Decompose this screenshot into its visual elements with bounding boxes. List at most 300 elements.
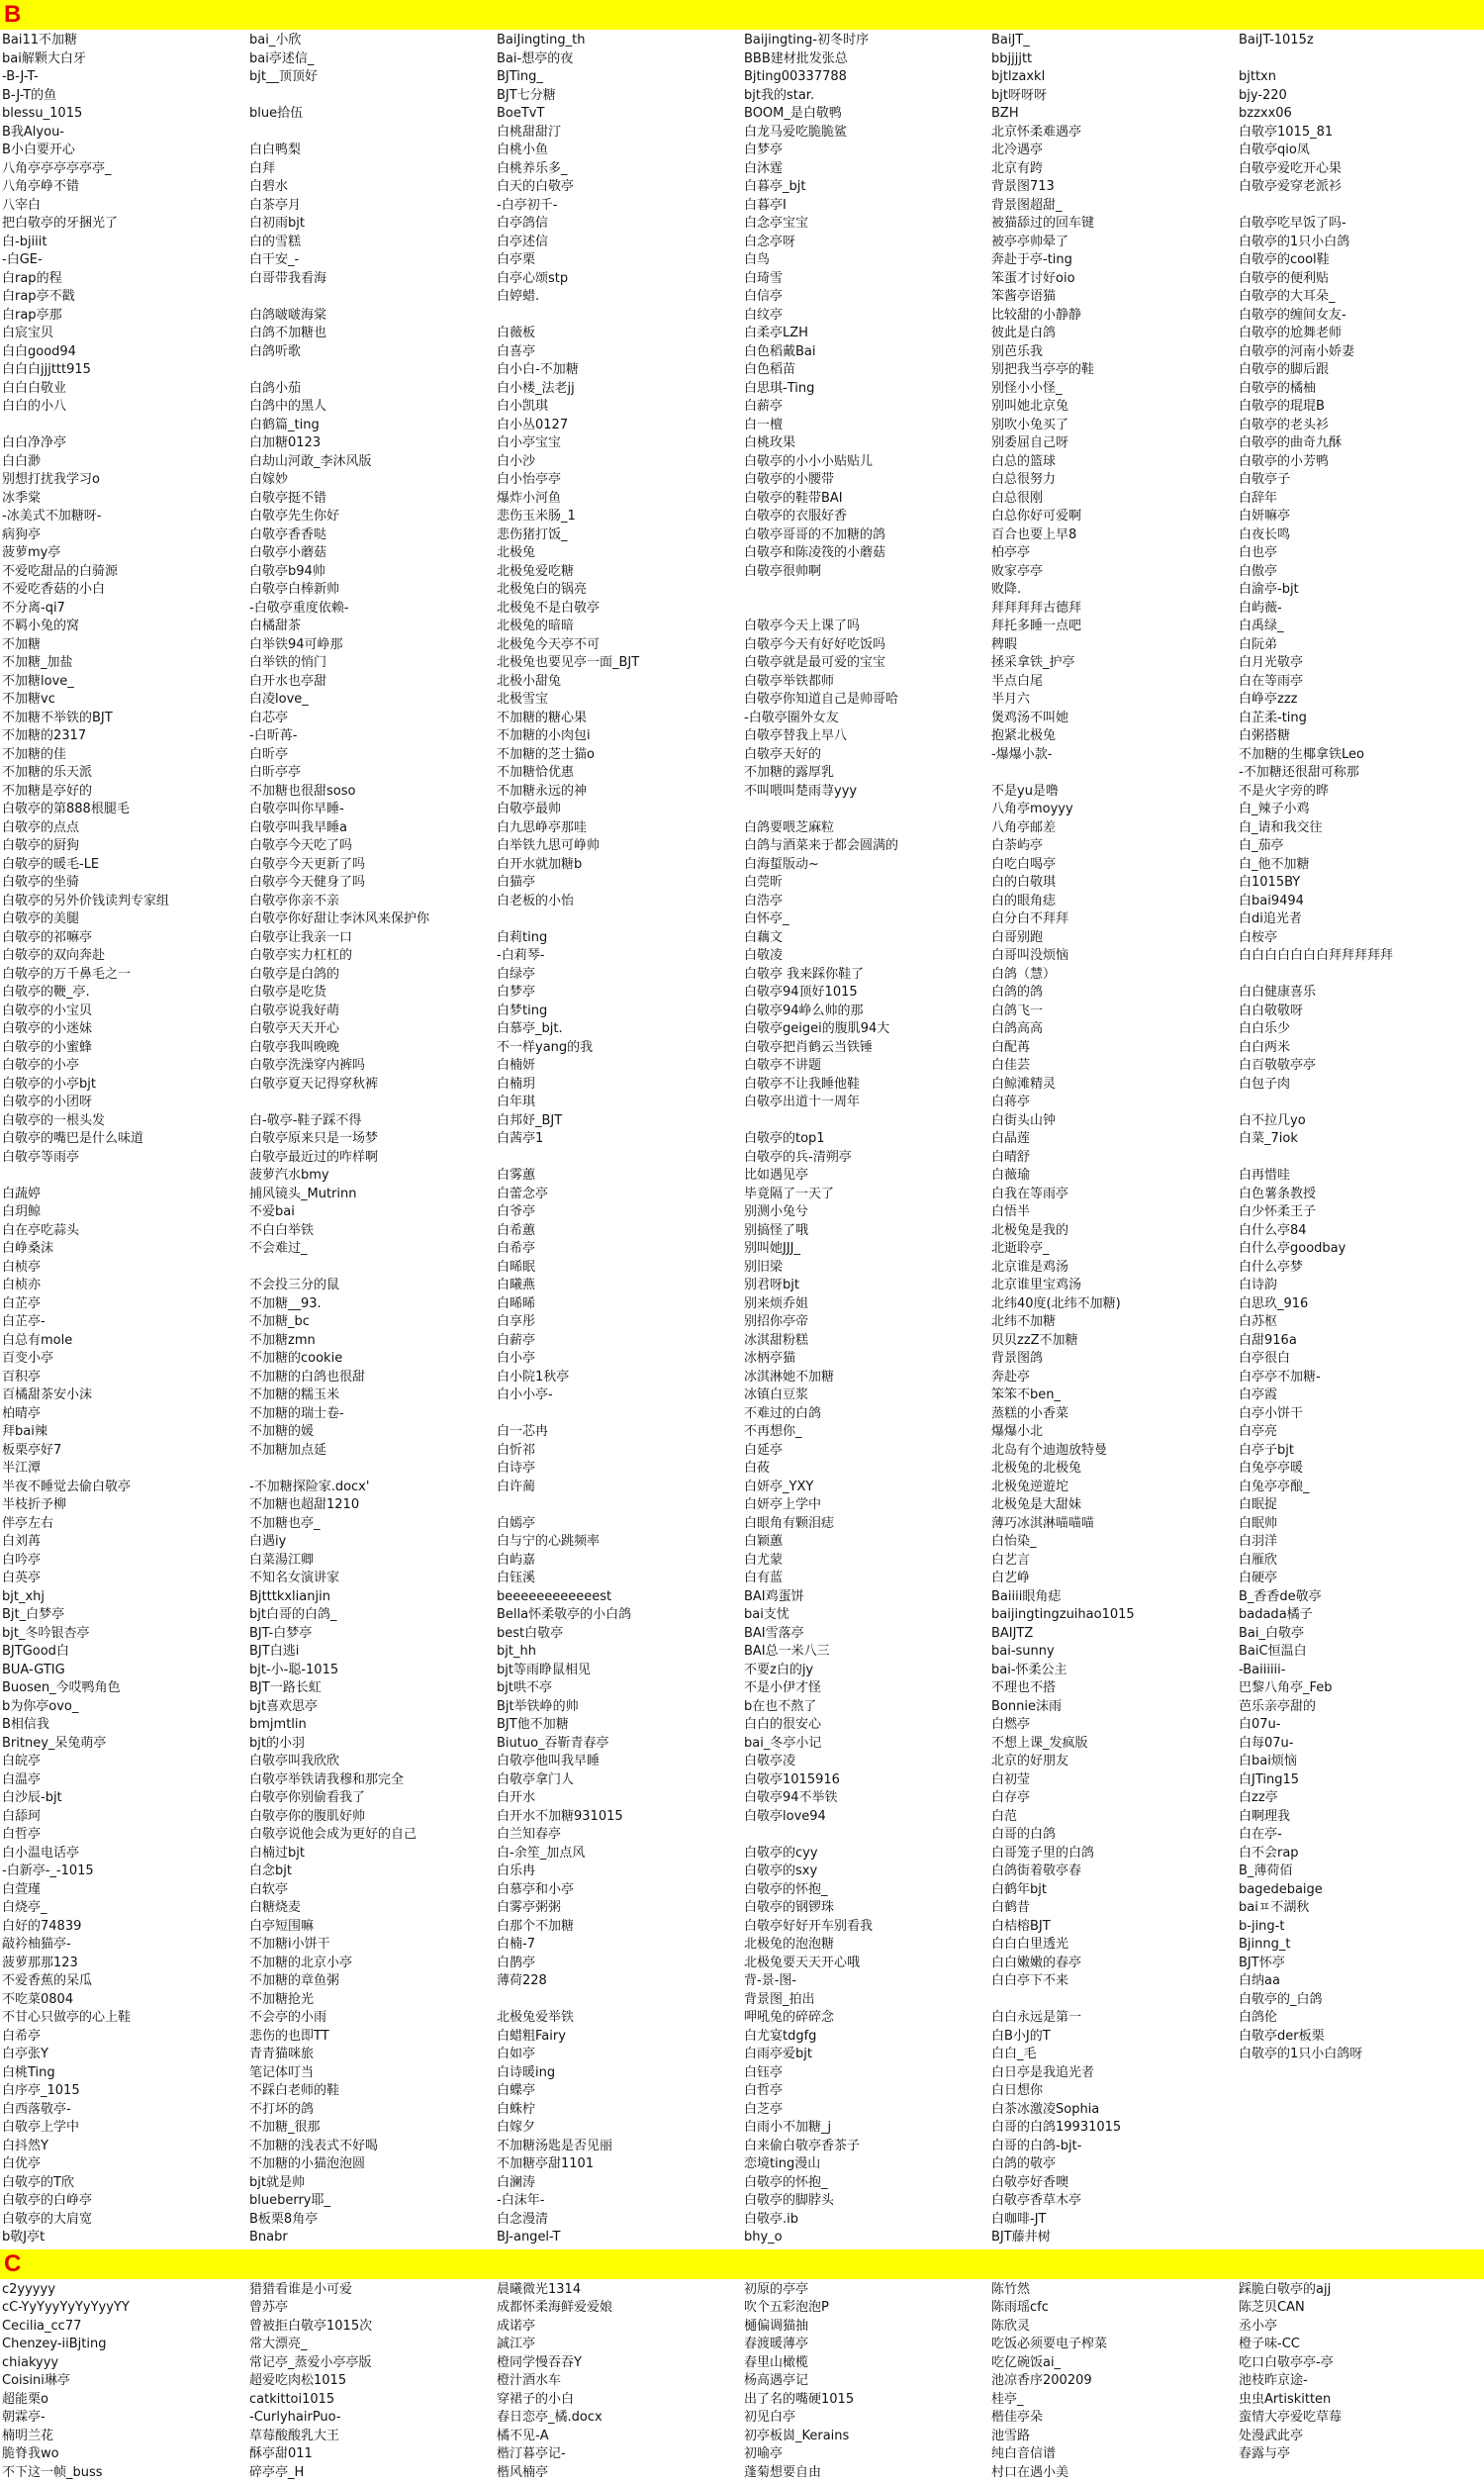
name-cell: 北极兔 — [497, 545, 536, 560]
name-cell: 北极兔爱举铁 — [497, 2010, 575, 2025]
name-cell: 北极兔要天天开心哦 — [744, 1955, 861, 1970]
name-cell: 白拜 — [249, 160, 276, 176]
name-cell: 别旧梁 — [744, 1259, 784, 1275]
name-cell — [497, 910, 744, 929]
name-cell: 不加糖也超甜1210 — [249, 1497, 360, 1512]
name-cell: 菠萝汽水bmy — [249, 1168, 329, 1183]
name-cell: 白诗暖ing — [497, 2064, 556, 2080]
name-cell: 白日想你 — [991, 2083, 1044, 2098]
name-cell: 不加糖的小肉包i — [497, 728, 591, 743]
name-cell: 白舔珂 — [2, 1808, 42, 1824]
name-cell: bhy_o — [744, 2230, 783, 2245]
name-cell: 不分离-qi7 — [2, 600, 65, 616]
name-cell: 白嫁夕 — [497, 2120, 536, 2135]
name-cell: Bjinng_t — [1239, 1937, 1291, 1952]
name-cell: 北极兔白的锅亮 — [497, 582, 588, 597]
name-cell: 伴亭左右 — [2, 1515, 54, 1531]
name-cell: 白敬亭的鞭_亭. — [2, 985, 90, 1000]
name-cell: best白敬亭 — [497, 1625, 564, 1641]
name-cell: 出了名的嘴硬1015 — [744, 2391, 855, 2407]
name-cell: 白莉ting — [497, 929, 548, 945]
name-cell: 白海蜇版动~ — [744, 856, 819, 872]
name-cell: 白敬亭的top1 — [744, 1131, 825, 1146]
name-cell: 不加糖的浅表式不好喝 — [249, 2138, 379, 2153]
name-cell: 北逝聆亭_ — [991, 1241, 1050, 1256]
name-cell: 白什么亭goodbay — [1239, 1241, 1346, 1256]
name-cell: 白敬亭的兵-清朔亭 — [744, 1149, 852, 1165]
name-cell: BAI总一米八三 — [744, 1644, 830, 1659]
name-cell: 八角亭moyyy — [991, 802, 1073, 816]
name-cell: 青青猫咪旅 — [249, 2047, 315, 2061]
name-cell: 不甘心只做亭的心上鞋 — [2, 2010, 132, 2025]
name-cell: 白邦妤_BJT — [497, 1112, 563, 1128]
name-cell: badada橘子 — [1239, 1607, 1313, 1622]
name-cell: 板栗亭好7 — [2, 1442, 62, 1458]
name-cell: 白鸽不加糖也 — [249, 326, 327, 340]
name-cell: 白芷亭 — [2, 1295, 42, 1311]
name-cell: 白屿薇- — [1239, 600, 1282, 616]
name-cell: 白敬亭和陈凌筏的小蘑菇 — [744, 545, 886, 560]
name-cell: 白敬亭好香噢 — [991, 2174, 1069, 2190]
name-cell: -不加糖还很甜可称那 — [1239, 765, 1359, 780]
name-cell: 白梦亭 — [497, 985, 536, 1000]
name-cell: 白亭霞 — [1239, 1387, 1278, 1402]
name-cell: B相信我 — [2, 1717, 49, 1732]
name-cell: 白敬亭的老头衫 — [1239, 417, 1330, 432]
name-cell — [249, 87, 497, 106]
name-cell: 白敬亭der板栗 — [1239, 2028, 1325, 2044]
name-cell: 白色薯条教授 — [1239, 1186, 1317, 1201]
name-cell: 白鸽啵啵海棠 — [249, 307, 327, 323]
name-cell: 别吹小兔买了 — [991, 417, 1069, 432]
name-cell: 别芭乐我 — [991, 343, 1044, 359]
name-cell: 白开水 — [497, 1790, 536, 1805]
name-cell: 白敬亭很帅啊 — [744, 563, 822, 579]
name-cell: 白蜡粗Fairy — [497, 2028, 566, 2044]
name-cell: BaiJT_ — [991, 33, 1030, 48]
name-cell: 半月六 — [991, 692, 1031, 707]
name-cell: 白敬亭天天开心 — [249, 1021, 340, 1036]
name-cell — [1239, 2174, 1484, 2193]
name-cell: Cecilia_cc77 — [2, 2318, 82, 2334]
name-cell: 白敬亭的小小小贴贴儿 — [744, 453, 874, 469]
name-cell: 白菜_7iok — [1239, 1131, 1298, 1146]
name-cell: 不加糖的糯玉米 — [249, 1387, 340, 1402]
name-cell: 白眠捉 — [1239, 1497, 1278, 1512]
name-cell: 白也亭 — [1239, 545, 1278, 560]
name-cell: 白亭栗 — [497, 252, 536, 267]
name-cell: 成诺亭 — [497, 2318, 536, 2334]
name-cell: bmjmtlin — [249, 1717, 307, 1732]
name-cell: 白敬亭上学中 — [2, 2120, 80, 2135]
name-cell: 白柔亭LZH — [744, 326, 808, 340]
name-cell: 北极兔是大甜妹 — [991, 1497, 1082, 1512]
name-cell: 白月光敬亭 — [1239, 655, 1304, 670]
name-cell: 白鹤年bjt — [991, 1881, 1047, 1897]
name-cell: 白屿嘉 — [497, 1552, 536, 1568]
name-cell: 楷汀暮亭记- — [497, 2446, 566, 2461]
name-grid-b — [0, 30, 1484, 2249]
name-cell: 白敬亭实力杠杠的 — [249, 948, 353, 963]
name-cell: 白鹊亭 — [497, 1955, 536, 1970]
name-cell: 不理也不搭 — [991, 1680, 1057, 1695]
name-cell: -CurlyhairPuo- — [249, 2410, 341, 2425]
name-cell: 巴黎八角亭_Feb — [1239, 1680, 1333, 1695]
name-cell: 白在等雨亭 — [1239, 673, 1304, 689]
name-cell: 白妍亭上学中 — [744, 1497, 822, 1512]
name-cell: 背景图超甜_ — [991, 197, 1063, 213]
name-cell: 恋境ting漫山 — [744, 2156, 821, 2171]
name-cell: 白茶冰激凌Sophia — [991, 2101, 1100, 2117]
name-cell: 白那个不加糖 — [497, 1918, 575, 1934]
name-cell: 不加糖的章鱼粥 — [249, 1973, 340, 1988]
name-cell: 不加糖love_ — [2, 673, 74, 689]
name-cell: 白念漫清 — [497, 2211, 549, 2227]
name-cell: 白茜亭1 — [497, 1131, 544, 1146]
name-cell: 白敬亭的第888根腿毛 — [2, 802, 130, 816]
name-cell: 白敬亭说他会成为更好的自己 — [249, 1827, 417, 1842]
name-cell: 白小亭宝宝 — [497, 435, 562, 450]
name-cell: 北京的好朋友 — [991, 1754, 1069, 1768]
name-cell: 纯白音信谱 — [991, 2446, 1057, 2461]
name-cell: 北极兔的泡泡糖 — [744, 1937, 835, 1952]
name-cell: 白啊理我 — [1239, 1808, 1291, 1824]
name-cell: 白薪亭 — [497, 1332, 536, 1348]
name-cell: 奔赴于亭-ting — [991, 252, 1072, 267]
name-cell: 白敬亭你的腹肌好帅 — [249, 1808, 366, 1824]
name-cell: 白桃甜甜汀 — [497, 124, 562, 140]
name-cell: 白白白白白白白拜拜拜拜拜 — [1239, 948, 1394, 963]
name-cell: 白萱瑾 — [2, 1881, 42, 1897]
name-cell: 白天的白敬亭 — [497, 179, 575, 194]
name-cell: 白敬亭让我亲一口 — [249, 929, 353, 945]
name-cell: 白兰知春亭 — [497, 1827, 562, 1842]
name-cell: 曾被拒白敬亭1015次 — [249, 2318, 373, 2334]
name-cell: 白念亭呀 — [744, 234, 796, 249]
name-cell: 百合也要上早8 — [991, 526, 1077, 542]
name-cell: 悲伤玉米肠_1 — [497, 509, 576, 524]
name-cell: 八角亭邮差 — [991, 819, 1057, 835]
name-cell: 白凌love_ — [249, 692, 309, 707]
name-cell: 白劫山河敢_李沐风版 — [249, 453, 372, 469]
name-cell: 白敬亭你别偷看我了 — [249, 1790, 366, 1805]
name-cell: 白bai9494 — [1239, 893, 1304, 908]
name-cell: 别叫她JJJ_ — [744, 1241, 801, 1256]
name-cell: 白敬亭最近过的咋样啊 — [249, 1149, 379, 1165]
name-cell: 春日恋亭_橘.docx — [497, 2410, 603, 2425]
name-cell: 拜bai辣 — [2, 1424, 47, 1439]
name-cell: 别委屈自己呀 — [991, 435, 1069, 450]
name-cell: 不加糖永远的神 — [497, 783, 588, 799]
name-cell — [1239, 197, 1484, 216]
name-cell: 白喜亭 — [497, 343, 536, 359]
name-cell: 病狗亭 — [2, 526, 42, 542]
name-cell: 柏晴亭 — [2, 1405, 42, 1421]
name-cell: 白在亭- — [1239, 1827, 1282, 1842]
name-cell: 白兔亭亭暖 — [1239, 1461, 1304, 1476]
name-cell: 成都怀柔海鲜爱爱娘 — [497, 2300, 613, 2315]
name-cell: 白敬亭的怀抱_ — [744, 2174, 828, 2190]
name-cell: 白羽洋 — [1239, 1534, 1278, 1549]
name-cell — [497, 1496, 744, 1515]
name-cell: 不是yu是噜 — [991, 783, 1059, 799]
name-cell: 百积亭 — [2, 1369, 42, 1385]
name-cell: 杨高遇亭记 — [744, 2373, 809, 2388]
name-cell: 白哲亭 — [744, 2083, 784, 2098]
name-cell: 白敬亭吃早饭了吗- — [1239, 216, 1346, 231]
name-cell: 白白白里透光 — [991, 1937, 1069, 1952]
name-cell: 不加糖的露厚乳 — [744, 765, 835, 780]
name-cell: 白渝亭-bjt — [1239, 582, 1299, 597]
name-cell: 白配苒 — [991, 1039, 1031, 1055]
name-cell: 白楠过bjt — [249, 1845, 305, 1861]
name-cell: 白晞眠 — [497, 1259, 536, 1275]
name-cell: 不羁小兔的窝 — [2, 619, 80, 633]
name-cell: 白糖烧麦 — [249, 1900, 302, 1915]
name-cell: 白日亭是我追光者 — [991, 2064, 1095, 2080]
name-cell: 不再想你_ — [744, 1424, 802, 1439]
name-cell: 白敬亭今天有好好吃饭吗 — [744, 636, 886, 652]
name-cell — [249, 1094, 497, 1112]
name-cell: 白鸽与酒菜来于都会圆满的 — [744, 838, 899, 853]
name-cell: 不爱吃香菇的小白 — [2, 582, 106, 597]
name-cell: 白楠妍 — [497, 1058, 536, 1073]
name-cell: 白敬亭的小亭 — [2, 1058, 80, 1073]
name-cell: 不加糖不举铁的BJT — [2, 710, 113, 725]
name-cell: 白小温电话亭 — [2, 1845, 80, 1861]
name-cell: 不加糖 — [2, 636, 42, 652]
name-cell — [1239, 2138, 1484, 2156]
name-cell: 白开水就加糖b — [497, 856, 583, 872]
name-cell — [1239, 1149, 1484, 1168]
name-cell — [991, 1991, 1239, 2010]
name-cell: 白敬亭你好甜让李沐风来保护你 — [249, 911, 430, 926]
name-cell: 白信亭 — [744, 289, 784, 304]
name-cell: 白思玖_916 — [1239, 1295, 1309, 1311]
name-cell: 村口在遇小美 — [991, 2464, 1069, 2480]
name-cell: 冰季棠 — [2, 490, 42, 506]
name-cell: 白烧亭_ — [2, 1900, 47, 1915]
name-cell: Bella怀柔敬亭的小白鸽 — [497, 1607, 632, 1622]
name-cell: 白鸽的敬亭 — [991, 2156, 1057, 2171]
name-cell: 芭乐亲亭甜的 — [1239, 1698, 1317, 1714]
name-cell: 白白渺 — [2, 453, 42, 469]
name-cell — [1239, 2119, 1484, 2138]
name-cell: 比如遇见亭 — [744, 1168, 809, 1183]
name-cell: 常大漂亮_ — [249, 2337, 308, 2351]
name-cell: 白初莹 — [991, 1771, 1031, 1787]
name-cell: 白白两米 — [1239, 1039, 1291, 1055]
name-cell: 白鸽的鸽 — [991, 985, 1044, 1000]
name-cell: 白鸽小茄 — [249, 380, 302, 396]
name-cell: B小白要开心 — [2, 143, 75, 157]
name-cell: 白敬凌 — [744, 948, 784, 963]
name-cell: 白念bjt — [249, 1863, 292, 1878]
name-cell: 百变小亭 — [2, 1351, 54, 1366]
name-cell: 白_他不加糖 — [1239, 856, 1310, 872]
name-cell: 不白白举铁 — [249, 1222, 315, 1238]
name-cell: 白敬亭的橘柚 — [1239, 380, 1317, 396]
name-cell: 白小凯琪 — [497, 399, 549, 414]
name-cell: 白总有mole — [2, 1332, 73, 1348]
name-cell: 白敬亭香草木亭 — [991, 2193, 1082, 2208]
name-cell: 白希亭 — [2, 2028, 42, 2044]
name-cell: 陈芝贝CAN — [1239, 2300, 1305, 2315]
name-cell: 白晶莲 — [991, 1131, 1031, 1146]
name-cell: 白什么亭84 — [1239, 1222, 1307, 1238]
name-cell: 白敬亭geigei的腹肌94大 — [744, 1021, 890, 1036]
name-cell: 白蛛柠 — [497, 2101, 536, 2117]
name-cell: 白小白-不加糖 — [497, 362, 579, 377]
name-cell — [1239, 2101, 1484, 2120]
name-cell: 笨酱亭语猫 — [991, 289, 1057, 304]
name-cell — [1239, 50, 1484, 69]
name-cell: 白粥搭糖 — [1239, 728, 1291, 743]
name-cell: 白小院1秋亭 — [497, 1369, 570, 1385]
name-cell: 白敬亭1015_81 — [1239, 124, 1334, 140]
name-cell: 八角亭亭亭亭亭亭_ — [2, 160, 112, 176]
name-cell: 白敬亭的脚脖头 — [744, 2193, 835, 2208]
name-cell: 比较甜的小静静 — [991, 307, 1082, 323]
name-cell: 白敬亭我叫晚晚 — [249, 1039, 340, 1055]
name-cell: BAI鸡蛋饼 — [744, 1588, 804, 1604]
name-cell: 毕竟隔了一天了 — [744, 1186, 835, 1201]
name-cell: 冰淇甜粉糕 — [744, 1332, 809, 1348]
name-cell: 白亭短围嘛 — [249, 1918, 315, 1934]
name-cell: 抱紧北极兔 — [991, 728, 1057, 743]
name-cell: 北极兔是我的 — [991, 1222, 1069, 1238]
name-cell: 白阮弟 — [1239, 636, 1278, 652]
name-cell: 半点白尾 — [991, 673, 1044, 689]
name-cell: 白敬亭叫我早睡a — [249, 819, 347, 835]
name-cell: bjt哄不亭 — [497, 1680, 552, 1695]
name-cell: 不会亭的小雨 — [249, 2010, 327, 2025]
name-cell: Bnabr — [249, 2230, 288, 2245]
name-cell: 不加糖__93. — [249, 1295, 322, 1311]
name-cell: 白猫亭 — [497, 875, 536, 890]
name-cell: -不加糖探险家.docx' — [249, 1479, 370, 1494]
name-cell: 不叫喂叫楚雨荨yyy — [744, 783, 858, 799]
name-cell: 白暮亭I — [744, 197, 787, 213]
name-cell: B我Alyou- — [2, 124, 65, 140]
name-cell: 白敬亭的_白鸽 — [1239, 1991, 1323, 2007]
name-cell: 白白白敬业 — [2, 380, 67, 396]
name-cell: 白敬亭出道十一周年 — [744, 1095, 861, 1109]
name-cell: 白薪亭 — [744, 399, 784, 414]
name-cell: bai解颗大白牙 — [2, 50, 86, 66]
name-cell: 白妍亭_YXY — [744, 1479, 814, 1494]
name-cell: 白鸽听歌 — [249, 343, 302, 359]
name-cell: bjt的小羽 — [249, 1735, 305, 1751]
name-cell: 白纹亭 — [744, 307, 784, 323]
name-cell: 北极兔今天亭不可 — [497, 636, 601, 652]
name-cell: 白九思峥亭那哇 — [497, 819, 588, 835]
name-cell: bjt我的star. — [744, 87, 815, 103]
name-cell: 白白乐少 — [1239, 1021, 1291, 1036]
name-cell: 白敬亭的sxy — [744, 1863, 818, 1878]
name-cell: Coisini琳亭 — [2, 2373, 70, 2388]
name-cell: 白雾亭粥粥 — [497, 1900, 562, 1915]
name-cell: 白敬亭的脚后跟 — [1239, 362, 1330, 377]
name-cell: c2yyyyy — [2, 2281, 55, 2297]
name-cell: 白蒋亭 — [991, 1095, 1031, 1109]
name-cell: 白开水不加糖931015 — [497, 1808, 623, 1824]
name-cell: 白07u- — [1239, 1717, 1281, 1732]
name-cell: 白硬亭 — [1239, 1571, 1278, 1585]
name-cell: Britney_呆兔萌亭 — [2, 1735, 107, 1751]
name-cell: 白夜长鸣 — [1239, 526, 1291, 542]
name-cell: BBB建材批发张总 — [744, 50, 848, 66]
name-cell: bai_冬亭小记 — [744, 1735, 822, 1751]
name-cell: 白蕾念亭 — [497, 1186, 549, 1201]
name-cell: 白百敬敬亭亭 — [1239, 1058, 1317, 1073]
name-cell: 白亭小饼干 — [1239, 1405, 1304, 1421]
name-cell: 白许蔺 — [497, 1479, 536, 1494]
name-cell: bjt等雨睁鼠相见 — [497, 1662, 591, 1677]
name-cell: 敲衿柚猫亭- — [2, 1937, 71, 1952]
name-cell: 白敬亭的鞋带BAI — [744, 490, 843, 506]
name-cell: 白举铁94可峥那 — [249, 636, 343, 652]
name-cell: 白尤蒙 — [744, 1552, 784, 1568]
name-cell: 被亭亭帅晕了 — [991, 234, 1069, 249]
name-cell — [2, 417, 249, 435]
name-cell: 白敬亭的1只小白鸽 — [1239, 234, 1350, 249]
name-cell: bagedebaige — [1239, 1881, 1323, 1897]
name-cell: 白嫁妙 — [249, 472, 289, 487]
name-cell: 白怡染_ — [991, 1534, 1037, 1549]
name-cell: 白桔榕BJT — [991, 1918, 1051, 1934]
name-cell: 不是火字旁的晔 — [1239, 783, 1330, 799]
name-cell: 白抖然Y — [2, 2138, 48, 2153]
name-cell: 白亭鸽信 — [497, 216, 549, 231]
name-cell: 白鸽要喂芝麻粒 — [744, 819, 835, 835]
name-cell: 白芯亭 — [249, 710, 289, 725]
name-cell: 白敬亭的尬舞老师 — [1239, 326, 1343, 340]
name-cell: BJT白逃i — [249, 1644, 300, 1659]
name-cell: 薄荷228 — [497, 1973, 547, 1988]
name-cell: 白初雨bjt — [249, 216, 305, 231]
name-cell: bjt_冬吟银杏亭 — [2, 1625, 90, 1641]
name-cell: bai亭述信_ — [249, 50, 315, 66]
name-cell: 白敬亭今天更新了吗 — [249, 856, 366, 872]
name-cell: 白白白jjjttt915 — [2, 362, 91, 377]
name-cell: 白昕亭 — [249, 746, 289, 762]
name-cell: 白小丛0127 — [497, 417, 569, 432]
name-cell: B_薄荷佰 — [1239, 1863, 1293, 1878]
name-cell: 白敬亭的1只小白鸽呀 — [1239, 2047, 1363, 2061]
name-cell: chiakyyy — [2, 2354, 59, 2370]
name-cell: 白哥的白鸽-bjt- — [991, 2138, 1082, 2153]
name-cell: 北极兔的北极兔 — [991, 1461, 1082, 1476]
name-cell: 白桃小鱼 — [497, 143, 549, 157]
name-cell: 白-敬亭-鞋子踩不得 — [249, 1112, 362, 1128]
name-cell: 白什么亭梦 — [1239, 1259, 1304, 1275]
name-cell: 白敬亭举铁都师 — [744, 673, 835, 689]
name-cell: bzzxx06 — [1239, 106, 1292, 121]
name-cell: 白怀亭_ — [744, 911, 789, 926]
name-cell: 白敬亭先生你好 — [249, 509, 340, 524]
name-cell: 白敬亭的大肩宽 — [2, 2211, 93, 2227]
name-cell: 白敬亭不讲题 — [744, 1058, 822, 1073]
name-cell: -白新亭-_-1015 — [2, 1863, 94, 1878]
name-cell: 白举铁九思可峥帅 — [497, 838, 601, 853]
name-cell: 白沙辰-bjt — [2, 1790, 62, 1805]
name-cell: BJT一路长虹 — [249, 1680, 322, 1695]
name-cell: 别君呀bjt — [744, 1278, 799, 1292]
name-cell: 白每07u- — [1239, 1735, 1294, 1751]
name-cell: bbjjjjtt — [991, 50, 1033, 66]
name-cell: 白茶亭月 — [249, 197, 302, 213]
